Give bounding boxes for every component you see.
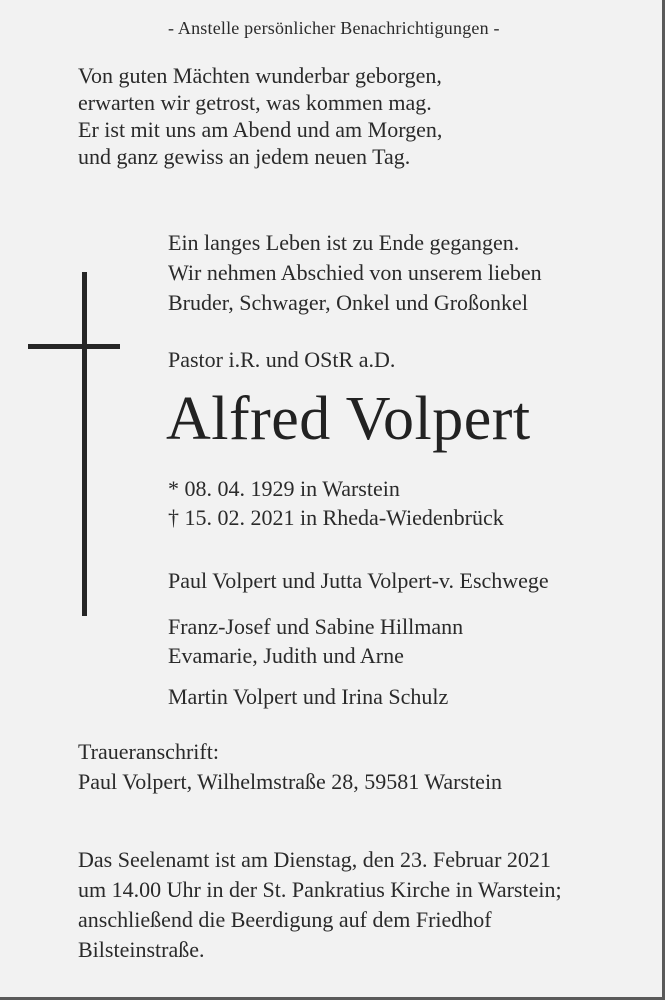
- poem: [78, 62, 442, 170]
- intro-text: [168, 228, 542, 318]
- poem-line: und ganz gewiss an jedem neuen Tag.: [78, 144, 411, 169]
- intro-line: Ein langes Leben ist zu Ende gegangen.: [168, 230, 520, 255]
- service-line: Bilsteinstraße.: [78, 937, 205, 962]
- poem-line: Von guten Mächten wunderbar geborgen,: [78, 63, 442, 88]
- family-line: Evamarie, Judith und Arne: [168, 643, 404, 668]
- notice-header: - Anstelle persönlicher Benachrichtigungen -: [168, 18, 500, 38]
- address-label: Traueranschrift:: [78, 739, 219, 764]
- address-value: Paul Volpert, Wilhelmstraße 28, 59581 Warstein: [78, 769, 503, 794]
- poem-line: erwarten wir getrost, was kommen mag.: [78, 90, 432, 115]
- service-info: [78, 845, 562, 965]
- mourning-address: [78, 737, 502, 797]
- service-line: Das Seelenamt ist am Dienstag, den 23. Februar 2021: [78, 847, 551, 872]
- intro-line: Bruder, Schwager, Onkel und Großonkel: [168, 290, 528, 315]
- intro-line: Wir nehmen Abschied von unserem lieben: [168, 260, 542, 285]
- deceased-title: Pastor i.R. und OStR a.D.: [168, 347, 396, 372]
- deceased-name: Alfred Volpert: [166, 385, 531, 453]
- family-group: Martin Volpert und Irina Schulz: [168, 684, 449, 709]
- death-date: † 15. 02. 2021 in Rheda-Wiedenbrück: [168, 505, 504, 530]
- family-group: Paul Volpert und Jutta Volpert-v. Eschwege: [168, 568, 549, 593]
- birth-date: * 08. 04. 1929 in Warstein: [168, 476, 400, 501]
- service-line: anschließend die Beerdigung auf dem Friedhof: [78, 907, 492, 932]
- family-group: [168, 612, 463, 670]
- poem-line: Er ist mit uns am Abend und am Morgen,: [78, 117, 443, 142]
- cross-icon: [0, 0, 120, 640]
- life-dates: [168, 474, 504, 532]
- family-line: Franz-Josef und Sabine Hillmann: [168, 614, 464, 639]
- service-line: um 14.00 Uhr in der St. Pankratius Kirche in Warstein;: [78, 877, 562, 902]
